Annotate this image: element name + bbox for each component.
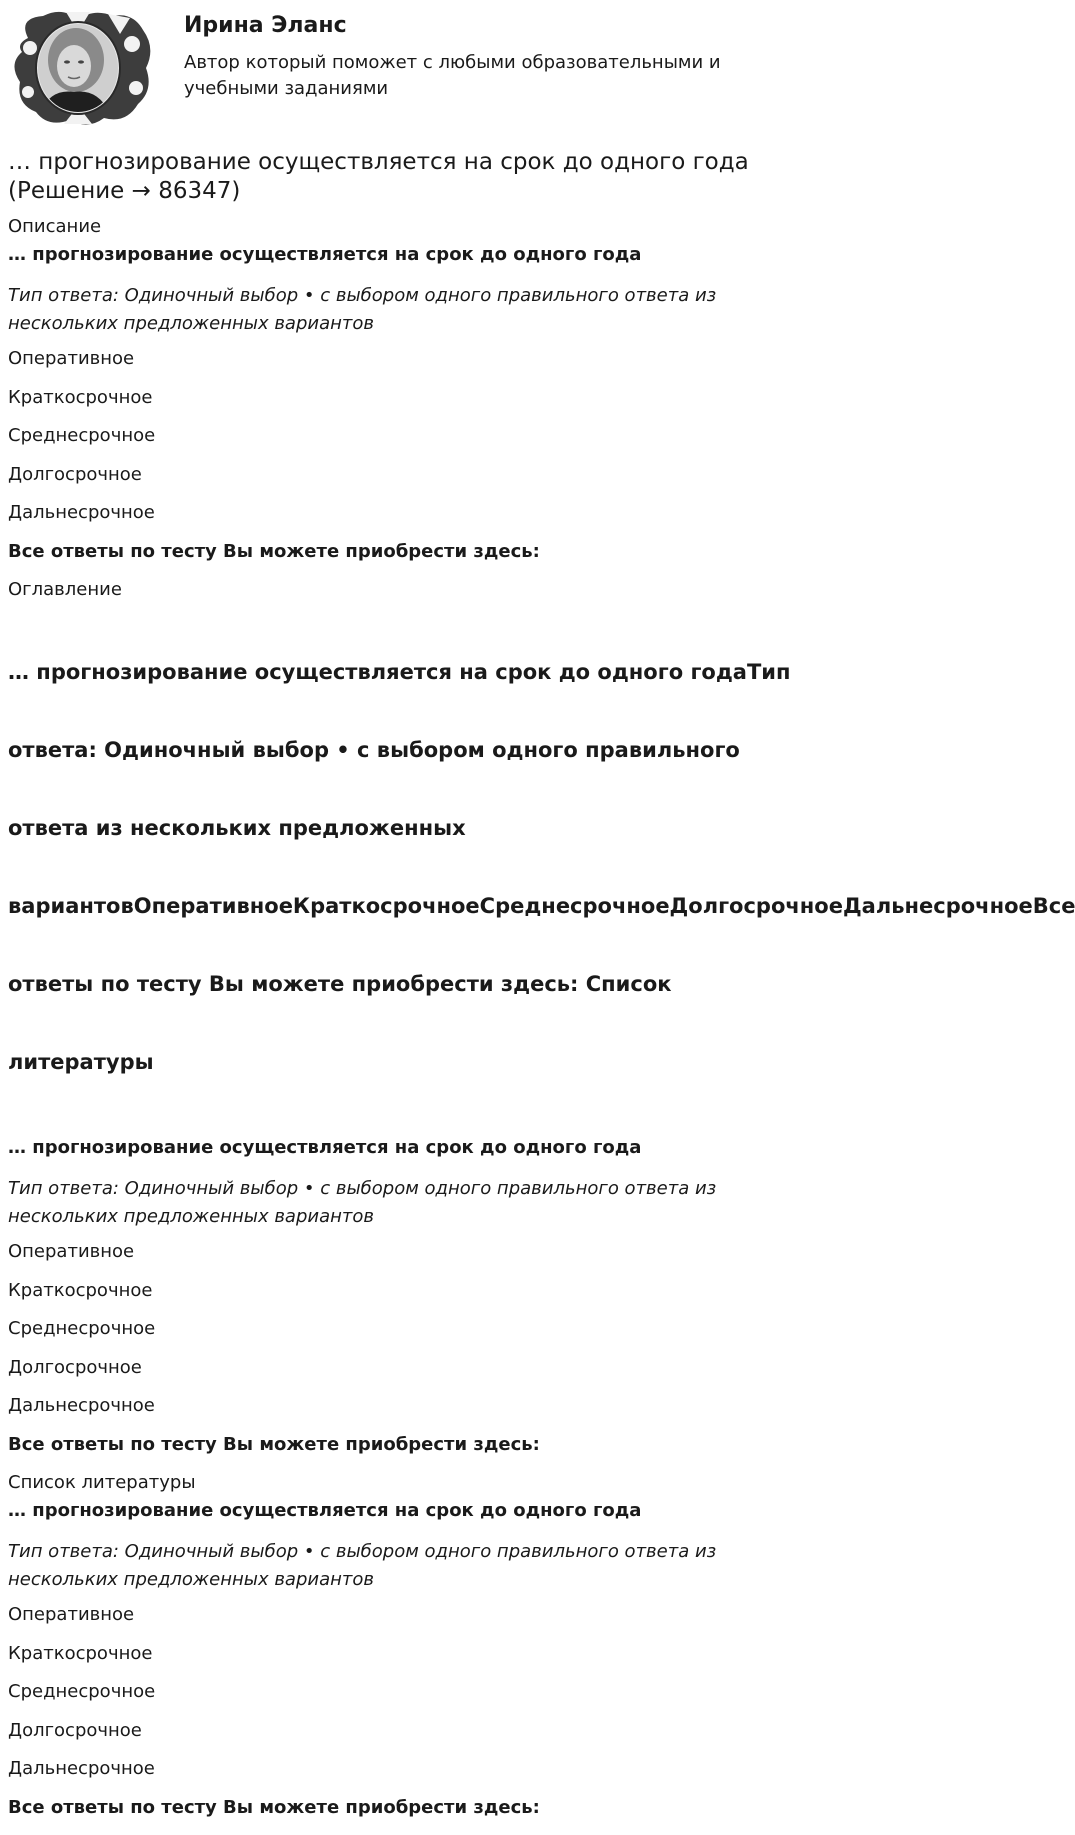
answer-option: Долгосрочное <box>8 463 142 485</box>
answer-type-line: нескольких предложенных вариантов <box>8 1568 374 1590</box>
references-label: Список литературы <box>8 1471 196 1493</box>
main-content <box>8 148 1075 1835</box>
description-label: Описание <box>8 216 102 237</box>
answer-option: Дальнесрочное <box>8 1758 155 1780</box>
answer-option: Среднесрочное <box>8 425 156 447</box>
page-title-line: … прогнозирование осуществляется на срок до одного года <box>8 149 749 175</box>
answer-option: Оперативное <box>8 1603 135 1625</box>
buy-answers-text: Все ответы по тесту Вы можете приобрести здесь: <box>8 540 540 562</box>
author-description-line: Автор который поможет с любыми образовательными и <box>184 52 721 73</box>
answer-type-line: нескольких предложенных вариантов <box>8 313 374 334</box>
author-avatar <box>8 8 150 126</box>
answer-option: Долгосрочное <box>8 1719 142 1741</box>
answer-type-line: нескольких предложенных вариантов <box>8 1205 374 1227</box>
answer-option: Дальнесрочное <box>8 1395 155 1417</box>
author-card <box>8 8 838 128</box>
toc-heading <box>8 607 1075 1127</box>
toc-heading-line: … прогнозирование осуществляется на срок до одного годаТип <box>8 659 791 684</box>
page-title-line: (Решение → 86347) <box>8 178 241 204</box>
buy-answers-text: Все ответы по тесту Вы можете приобрести здесь: <box>8 1796 540 1818</box>
answer-option: Краткосрочное <box>8 1279 153 1301</box>
toc-heading-line: ответы по тесту Вы можете приобрести здесь: Список <box>8 971 672 996</box>
answer-type-line: Тип ответа: Одиночный выбор • с выбором одного правильного ответа из <box>8 1540 717 1562</box>
author-info <box>184 12 824 102</box>
buy-answers-text: Все ответы по тесту Вы можете приобрести здесь: <box>8 1433 540 1455</box>
toc-heading-line: литературы <box>8 1049 154 1074</box>
question-text: … прогнозирование осуществляется на срок до одного года <box>8 1499 642 1521</box>
author-name[interactable]: Ирина Эланс <box>184 13 347 38</box>
answer-type-line: Тип ответа: Одиночный выбор • с выбором одного правильного ответа из <box>8 1177 717 1199</box>
author-description <box>184 50 824 102</box>
author-description-line: учебными заданиями <box>184 78 389 99</box>
toc-label: Оглавление <box>8 578 122 600</box>
answer-option: Краткосрочное <box>8 1642 153 1664</box>
answer-option: Долгосрочное <box>8 1356 142 1378</box>
answer-type-line: Тип ответа: Одиночный выбор • с выбором одного правильного ответа из <box>8 285 717 306</box>
page-title <box>8 148 844 206</box>
answer-option: Оперативное <box>8 348 135 369</box>
question-text: … прогнозирование осуществляется на срок до одного года <box>8 244 642 265</box>
answer-option: Дальнесрочное <box>8 502 155 524</box>
toc-heading-line: вариантовОперативноеКраткосрочноеСреднесрочноеДолгосрочноеДальнесрочноеВсе <box>8 893 1075 918</box>
answer-option: Оперативное <box>8 1240 135 1262</box>
toc-heading-line: ответа: Одиночный выбор • с выбором одного правильного <box>8 737 740 762</box>
toc-heading-line: ответа из нескольких предложенных <box>8 815 466 840</box>
question-text: … прогнозирование осуществляется на срок до одного года <box>8 1136 642 1158</box>
answer-option: Среднесрочное <box>8 1681 156 1703</box>
answer-type <box>8 1538 844 1594</box>
answer-type <box>8 1175 844 1231</box>
answer-option: Краткосрочное <box>8 386 153 408</box>
answer-type <box>8 282 844 338</box>
answer-option: Среднесрочное <box>8 1318 156 1340</box>
